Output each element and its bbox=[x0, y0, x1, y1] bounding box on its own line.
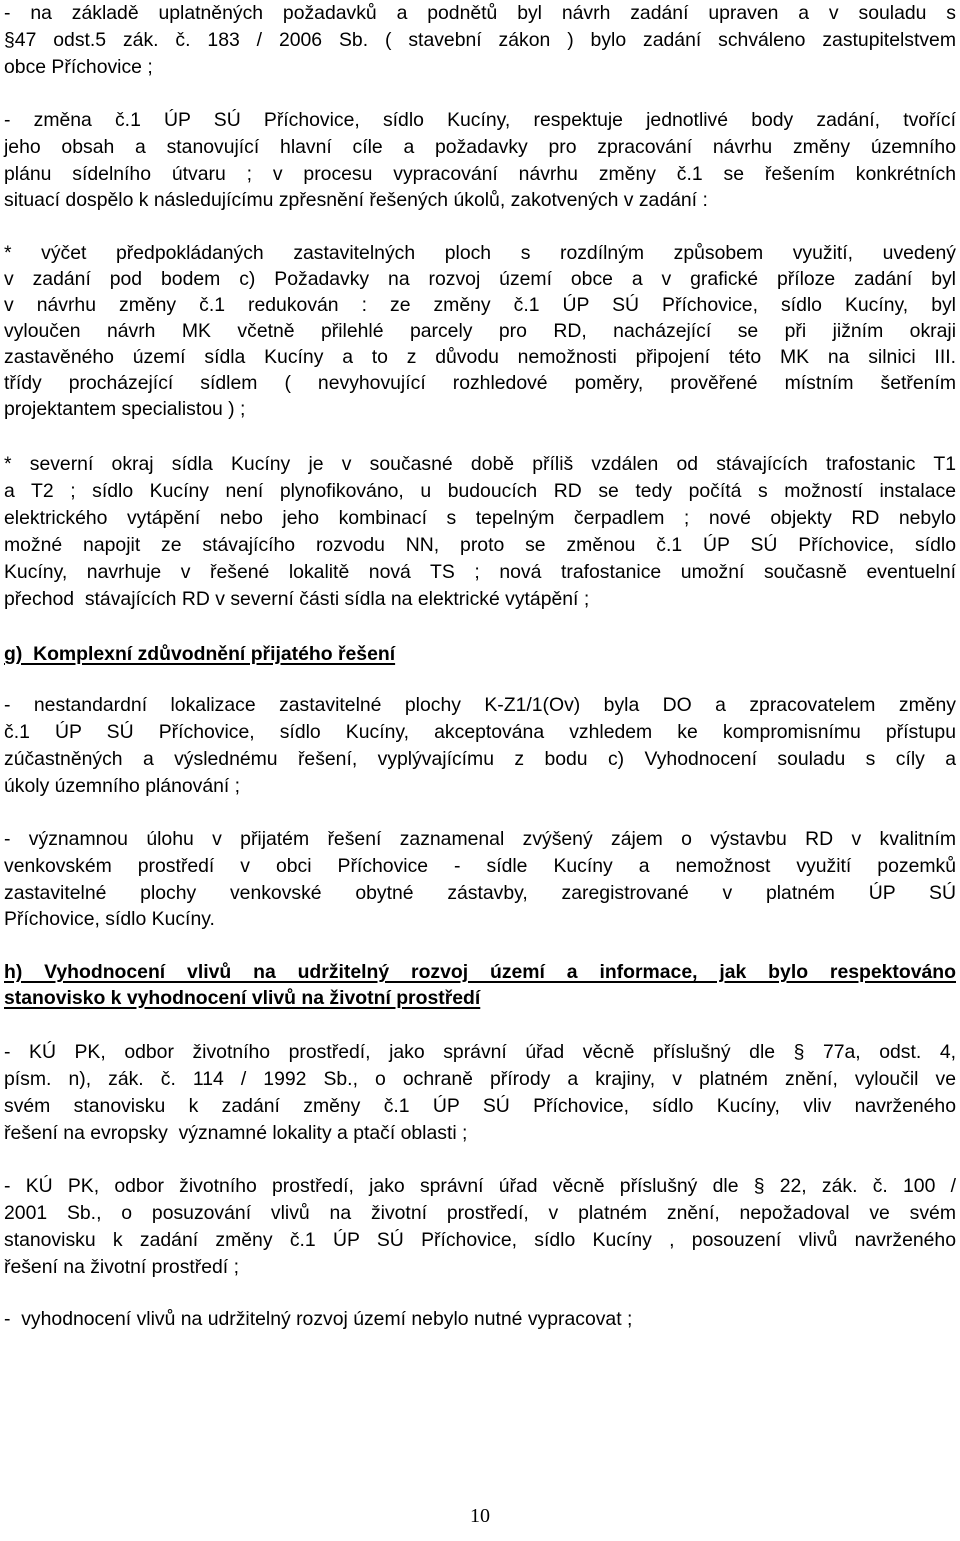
text-line: Příchovice, sídlo Kucíny. bbox=[4, 908, 215, 930]
text-line: vyloučen návrh MK včetně přilehlé parcely pro RD, nacházející se při jižním okraji bbox=[4, 320, 956, 342]
text-line: řešení na evropsky významné lokality a ptačí oblasti ; bbox=[4, 1122, 468, 1144]
text-line: úkoly územního plánování ; bbox=[4, 775, 241, 797]
text-line: venkovském prostředí v obci Příchovice - sídle Kucíny a nemožnost využití pozemků bbox=[4, 855, 956, 877]
text-line: v zadání pod bodem c) Požadavky na rozvoj území obce a v grafické příloze zadání byl bbox=[4, 268, 956, 290]
text-line: - KÚ PK, odbor životního prostředí, jako správní úřad věcně příslušný dle § 22, zák. č. 100 / bbox=[4, 1175, 956, 1197]
text-line: - nestandardní lokalizace zastavitelné plochy K-Z1/1(Ov) byla DO a zpracovatelem změny bbox=[4, 694, 956, 716]
text-line: projektantem specialistou ) ; bbox=[4, 398, 246, 420]
text-line: - významnou úlohu v přijatém řešení zaznamenal zvýšený zájem o výstavbu RD v kvalitním bbox=[4, 828, 956, 850]
text-line: obce Příchovice ; bbox=[4, 56, 153, 78]
text-line: 2001 Sb., o posuzování vlivů na životní prostředí, v platném znění, nepožadoval ve svém bbox=[4, 1202, 956, 1224]
text-line: plánu sídelního útvaru ; v procesu vypracování návrhu změny č.1 se řešením konkrétních bbox=[4, 163, 956, 185]
text-line: stanovisku k zadání změny č.1 ÚP SÚ Příchovice, sídlo Kucíny , posouzení vlivů navrženého bbox=[4, 1229, 956, 1251]
text-line: - změna č.1 ÚP SÚ Příchovice, sídlo Kucíny, respektuje jednotlivé body zadání, tvořící bbox=[4, 109, 956, 131]
page-number: 10 bbox=[470, 1505, 490, 1527]
text-line: - vyhodnocení vlivů na udržitelný rozvoj území nebylo nutné vypracovat ; bbox=[4, 1308, 633, 1330]
text-line: a T2 ; sídlo Kucíny není plynofikováno, u budoucích RD se tedy počítá s možností instalace bbox=[4, 480, 956, 502]
text-line: zúčastněných a výslednému řešení, vyplývajícímu z bodu c) Vyhodnocení souladu s cíly a bbox=[4, 748, 956, 770]
text-line: přechod stávajících RD v severní části sídla na elektrické vytápění ; bbox=[4, 588, 590, 610]
text-line: * severní okraj sídla Kucíny je v současné době příliš vzdálen od stávajících trafostanic T1 bbox=[4, 453, 956, 475]
text-line: - na základě uplatněných požadavků a podnětů byl návrh zadání upraven a v souladu s bbox=[4, 2, 956, 24]
text-line: řešení na životní prostředí ; bbox=[4, 1256, 239, 1278]
section-heading-h: h) Vyhodnocení vlivů na udržitelný rozvoj území a informace, jak bylo respektováno bbox=[4, 961, 956, 983]
text-line: zastavěného území sídla Kucíny a to z důvodu nemožnosti připojení této MK na silnici III. bbox=[4, 346, 956, 368]
text-line: §47 odst.5 zák. č. 183 / 2006 Sb. ( stavební zákon ) bylo zadání schváleno zastupitelstvem bbox=[4, 29, 956, 51]
text-line: * výčet předpokládaných zastavitelných ploch s rozdílným způsobem využití, uvedený bbox=[4, 242, 956, 264]
text-line: - KÚ PK, odbor životního prostředí, jako správní úřad věcně příslušný dle § 77a, odst. 4, bbox=[4, 1041, 956, 1063]
text-line: jeho obsah a stanovující hlavní cíle a požadavky pro zpracování návrhu změny územního bbox=[4, 136, 956, 158]
text-line: zastavitelné plochy venkovské obytné zástavby, zaregistrované v platném ÚP SÚ bbox=[4, 882, 956, 904]
text-line: elektrického vytápění nebo jeho kombinací s tepelným čerpadlem ; nové objekty RD nebylo bbox=[4, 507, 956, 529]
section-heading-g: g) Komplexní zdůvodnění přijatého řešení bbox=[4, 643, 396, 665]
text-line: č.1 ÚP SÚ Příchovice, sídlo Kucíny, akceptována vzhledem ke kompromisnímu přístupu bbox=[4, 721, 956, 743]
section-heading-h-cont: stanovisko k vyhodnocení vlivů na životní prostředí bbox=[4, 987, 481, 1009]
text-line: písm. n), zák. č. 114 / 1992 Sb., o ochraně přírody a krajiny, v platném znění, vyloučil ve bbox=[4, 1068, 956, 1090]
text-line: Kucíny, navrhuje v řešené lokalitě nová TS ; nová trafostanice umožní současně eventuelní bbox=[4, 561, 956, 583]
text-line: v návrhu změny č.1 redukován : ze změny č.1 ÚP SÚ Příchovice, sídlo Kucíny, byl bbox=[4, 294, 956, 316]
text-line: možné napojit ze stávajícího rozvodu NN, proto se změnou č.1 ÚP SÚ Příchovice, sídlo bbox=[4, 534, 956, 556]
text-line: situací dospělo k následujícímu zpřesnění řešených úkolů, zakotvených v zadání : bbox=[4, 189, 708, 211]
text-line: svém stanovisku k zadání změny č.1 ÚP SÚ Příchovice, sídlo Kucíny, vliv navrženého bbox=[4, 1095, 956, 1117]
text-line: třídy procházející sídlem ( nevyhovující rozhledové poměry, prověřené místním šetřením bbox=[4, 372, 956, 394]
